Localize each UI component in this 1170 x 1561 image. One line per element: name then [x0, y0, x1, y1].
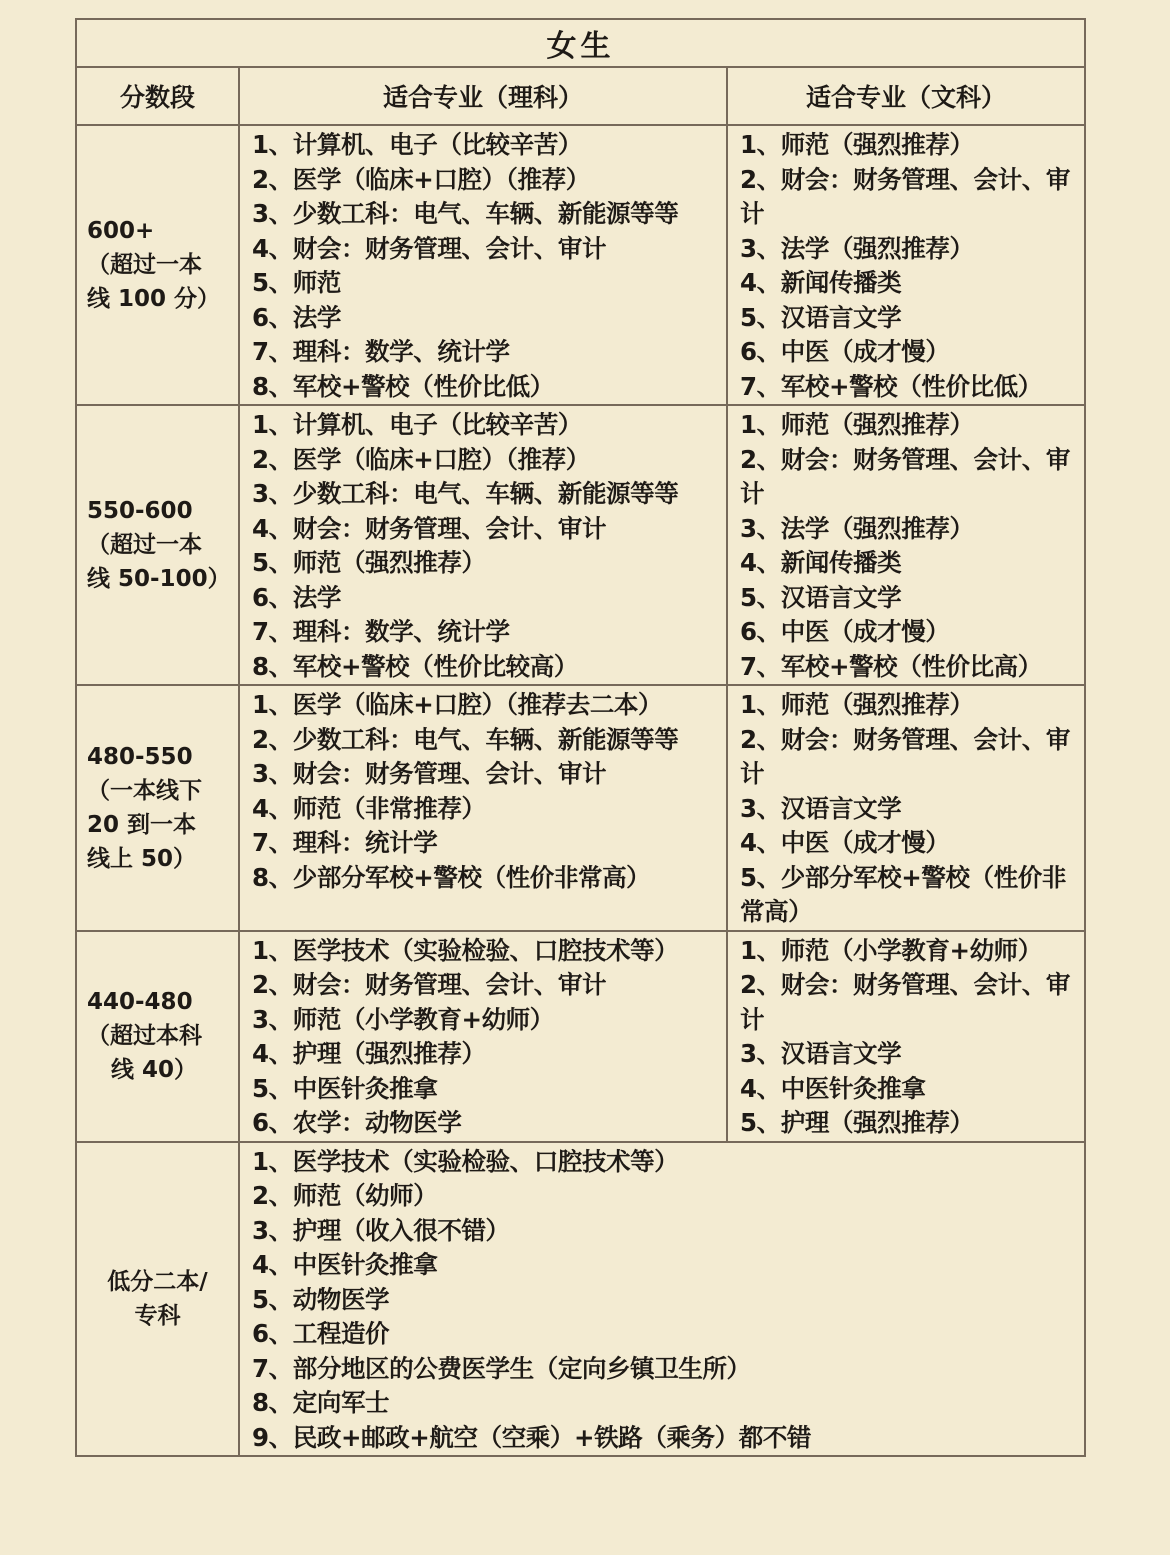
- list-item: 7、理科：数学、统计学: [252, 337, 510, 366]
- score-range-cell: [76, 1142, 239, 1457]
- list-item: 5、中医针灸推拿: [252, 1073, 438, 1103]
- list-item: 2、师范（幼师）: [252, 1181, 438, 1210]
- list-item: 2、财会：财务管理、会计、审计: [252, 970, 607, 999]
- list-item: 1、计算机、电子（比较辛苦）: [252, 130, 582, 159]
- list-item: 5、护理（强烈推荐）: [740, 1108, 974, 1137]
- list-item: 2、少数工科：电气、车辆、新能源等等: [252, 724, 679, 754]
- list-item: 6、法学: [252, 582, 341, 612]
- header-score: 分数段: [76, 67, 239, 125]
- list-item: 2、财会：财务管理、会计、审计: [740, 724, 1070, 788]
- list-item: 7、理科：数学、统计学: [252, 617, 510, 646]
- score-range-cell: [76, 931, 239, 1142]
- list-item: 7、部分地区的公费医学生（定向乡镇卫生所）: [252, 1353, 751, 1383]
- list-item: 7、军校+警校（性价比高）: [740, 651, 1042, 681]
- list-item: 1、计算机、电子（比较辛苦）: [252, 410, 582, 439]
- list-item: 3、汉语言文学: [740, 1039, 902, 1068]
- list-item: 9、民政+邮政+航空（空乘）+铁路（乘务）都不错: [252, 1422, 812, 1452]
- arts-majors-cell: [727, 931, 1085, 1142]
- list-item: 3、法学（强烈推荐）: [740, 233, 974, 263]
- score-range: 480-550: [87, 743, 193, 770]
- list-item: 4、新闻传播类: [740, 268, 902, 297]
- list-item: 6、中医（成才慢）: [740, 337, 950, 366]
- list-item: 4、中医针灸推拿: [740, 1073, 926, 1103]
- list-item: 5、少部分军校+警校（性价非常高）: [740, 862, 1066, 926]
- list-item: 4、财会：财务管理、会计、审计: [252, 513, 607, 543]
- arts-majors-cell: [727, 125, 1085, 405]
- header-science: 适合专业（理科）: [239, 67, 727, 125]
- score-range: 550-600: [87, 498, 193, 524]
- score-range: 低分二本/: [107, 1268, 208, 1295]
- science-majors-cell: [239, 685, 727, 931]
- list-item: 3、师范（小学教育+幼师）: [252, 1004, 554, 1034]
- list-item: 4、师范（非常推荐）: [252, 793, 486, 823]
- list-item: 6、中医（成才慢）: [740, 617, 950, 646]
- list-item: 3、财会：财务管理、会计、审计: [252, 759, 607, 788]
- list-item: 1、师范（小学教育+幼师）: [740, 935, 1042, 965]
- list-item: 1、师范（强烈推荐）: [740, 690, 974, 719]
- table-row: [76, 685, 1085, 931]
- table-row: [76, 125, 1085, 405]
- list-item: 5、动物医学: [252, 1284, 390, 1314]
- list-item: 4、中医（成才慢）: [740, 828, 950, 857]
- list-item: 3、少数工科：电气、车辆、新能源等等: [252, 199, 679, 228]
- table-row: [76, 931, 1085, 1142]
- score-note: 线上 50）: [87, 845, 197, 872]
- list-item: 5、师范: [252, 268, 341, 297]
- bottom-edge: [0, 1555, 1170, 1561]
- list-item: 1、医学技术（实验检验、口腔技术等）: [252, 1146, 679, 1176]
- table-row: [76, 1142, 1085, 1457]
- list-item: 3、护理（收入很不错）: [252, 1215, 510, 1245]
- arts-majors-cell: [727, 685, 1085, 931]
- score-note: 线 100 分）: [87, 286, 221, 312]
- score-range-cell: [76, 685, 239, 931]
- list-item: 5、汉语言文学: [740, 302, 902, 332]
- list-item: 6、法学: [252, 302, 341, 332]
- list-item: 5、汉语言文学: [740, 582, 902, 612]
- list-item: 8、少部分军校+警校（性价非常高）: [252, 862, 651, 892]
- list-item: 6、工程造价: [252, 1319, 390, 1348]
- list-item: 2、医学（临床+口腔）（推荐）: [252, 164, 590, 194]
- list-item: 7、军校+警校（性价比低）: [740, 371, 1042, 401]
- list-item: 3、少数工科：电气、车辆、新能源等等: [252, 479, 679, 508]
- score-note: 线 50-100）: [87, 566, 231, 592]
- list-item: 4、中医针灸推拿: [252, 1250, 438, 1279]
- score-range-cell: [76, 125, 239, 405]
- major-recommendation-table: [75, 18, 1086, 1457]
- score-note: 20 到一本: [87, 811, 197, 838]
- science-majors-cell: [239, 405, 727, 685]
- list-item: 1、师范（强烈推荐）: [740, 130, 974, 159]
- list-item: 7、理科：统计学: [252, 828, 438, 857]
- score-note: （超过一本: [87, 532, 202, 558]
- score-note: （一本线下: [87, 777, 202, 804]
- list-item: 5、师范（强烈推荐）: [252, 548, 486, 577]
- list-item: 8、军校+警校（性价比较高）: [252, 651, 578, 681]
- table-title: 女生: [76, 19, 1085, 67]
- header-arts: 适合专业（文科）: [727, 67, 1085, 125]
- header-row: [76, 67, 1085, 125]
- science-majors-cell: [239, 125, 727, 405]
- arts-majors-cell: [727, 405, 1085, 685]
- list-item: 2、医学（临床+口腔）（推荐）: [252, 444, 590, 474]
- score-note: 专科: [134, 1302, 181, 1329]
- science-majors-cell: [239, 931, 727, 1142]
- score-range: 600+: [87, 218, 155, 244]
- score-range: 440-480: [87, 989, 193, 1015]
- table-row: [76, 405, 1085, 685]
- list-item: 8、定向军士: [252, 1388, 390, 1417]
- score-note: （超过一本: [87, 252, 202, 278]
- list-item: 2、财会：财务管理、会计、审计: [740, 444, 1070, 508]
- list-item: 6、农学：动物医学: [252, 1108, 462, 1137]
- list-item: 3、汉语言文学: [740, 793, 902, 823]
- list-item: 2、财会：财务管理、会计、审计: [740, 970, 1070, 1034]
- list-item: 4、新闻传播类: [740, 548, 902, 577]
- list-item: 4、财会：财务管理、会计、审计: [252, 233, 607, 263]
- list-item: 2、财会：财务管理、会计、审计: [740, 164, 1070, 228]
- score-note: 线 40）: [111, 1057, 198, 1083]
- score-range-cell: [76, 405, 239, 685]
- list-item: 1、师范（强烈推荐）: [740, 410, 974, 439]
- list-item: 1、医学（临床+口腔）（推荐去二本）: [252, 690, 663, 719]
- title-row: [76, 19, 1085, 67]
- list-item: 1、医学技术（实验检验、口腔技术等）: [252, 935, 679, 965]
- list-item: 3、法学（强烈推荐）: [740, 513, 974, 543]
- combined-majors-cell: [239, 1142, 1085, 1457]
- list-item: 4、护理（强烈推荐）: [252, 1039, 486, 1068]
- list-item: 8、军校+警校（性价比低）: [252, 371, 554, 401]
- score-note: （超过本科: [87, 1023, 202, 1049]
